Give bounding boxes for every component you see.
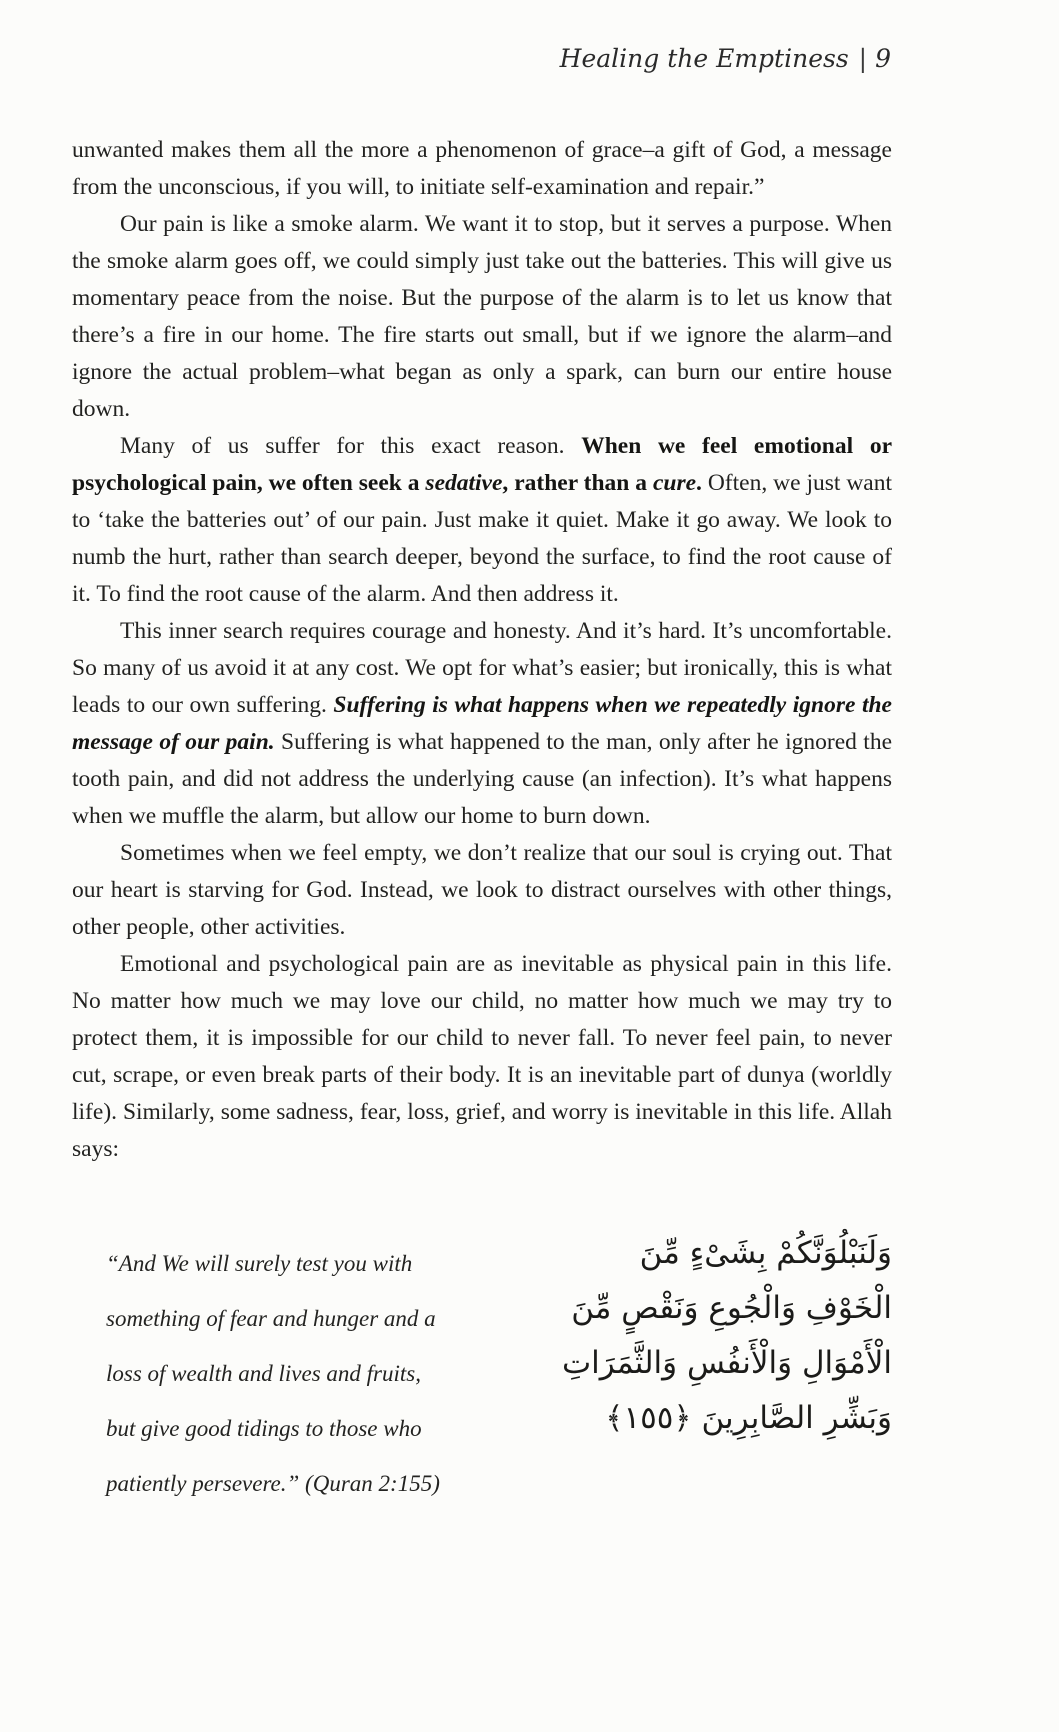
quote-translation-line: something of fear and hunger and a [106, 1306, 436, 1331]
quote-arabic-line: الْأَمْوَالِ وَالْأَنفُسِ وَالثَّمَرَاتِ [561, 1345, 892, 1381]
paragraph [72, 835, 892, 946]
quote-arabic-line: وَبَشِّرِ الصَّابِرِينَ ﴿١٥٥﴾ [605, 1400, 892, 1436]
text-run: Emotional and psychological pain are as inevitable as physical pain in this life. No matter how much we may love our child, no matter how much we may try to protect them, it is impossible for our child to never fall. To never feel pain, to never cut, scrape, or even break parts of their body. It is an inevitable part of dunya (worldly life). Similarly, some sadness, fear, loss, grief, and worry is inevitable in this life. Allah says: [72, 951, 892, 1162]
quote-translation-line: patiently persevere.” (Quran 2:155) [106, 1471, 440, 1496]
quote-arabic [472, 1226, 892, 1446]
text-run: sedative [425, 470, 503, 496]
text-run: Suffering is what happened to the man, only after he ignored the tooth pain, and did not address the underlying cause (an infection). It’s what happens when we muffle the alarm, but allow our home to burn down. [72, 729, 893, 829]
text-run: , rather than a [502, 470, 653, 496]
text-run: Sometimes when we feel empty, we don’t realize that our soul is crying out. That our heart is starving for God. Instead, we look to distract ourselves with other things, other people, other activities. [72, 840, 892, 940]
text-run: cure [652, 470, 697, 496]
quote-translation [72, 1226, 472, 1511]
quote-arabic-line: الْخَوْفِ وَالْجُوعِ وَنَقْصٍ مِّنَ [571, 1290, 892, 1326]
quote-arabic-line: وَلَنَبْلُوَنَّكُمْ بِشَىْءٍ مِّنَ [639, 1235, 892, 1271]
quran-quote-block [72, 1226, 892, 1511]
text-run: . [696, 470, 702, 496]
text-run: When we feel emotional or psychological pain, we often seek a [72, 433, 892, 496]
text-run: This inner search requires courage and honesty. And it’s hard. It’s uncomfortable. So many of us avoid it at any cost. We opt for what’s easier; but ironically, this is what leads to our own suffering. [72, 618, 892, 718]
running-header [560, 44, 891, 73]
text-run: Often, we just want to ‘take the batteries out’ of our pain. Just make it quiet. Make it go away. We look to numb the hurt, rather than search deeper, beyond the surface, to find the root cause of it. To find the root cause of the alarm. And then address it. [72, 470, 892, 607]
body-text [72, 132, 892, 1168]
paragraph [72, 946, 892, 1168]
text-run: Many of us suffer for this exact reason. [120, 433, 582, 459]
quote-translation-line: but give good tidings to those who [106, 1416, 422, 1441]
quote-translation-line: loss of wealth and lives and fruits, [106, 1361, 421, 1386]
paragraph [72, 428, 892, 613]
text-run: Our pain is like a smoke alarm. We want it to stop, but it serves a purpose. When the smoke alarm goes off, we could simply just take out the batteries. This will give us momentary peace from the noise. But the purpose of the alarm is to let us know that there’s a fire in our home. The fire starts out small, but if we ignore the alarm–and ignore the actual problem–what began as only a spark, can burn our entire house down. [72, 211, 892, 422]
paragraph [72, 206, 892, 428]
header-separator: | [858, 44, 868, 73]
paragraph [72, 613, 892, 835]
paragraph [72, 132, 892, 206]
running-header-title: Healing the Emptiness [559, 44, 849, 73]
text-run: Suffering is what happens when we repeatedly ignore the message of our pain. [72, 692, 892, 755]
quote-translation-line: “And We will surely test you with [106, 1251, 413, 1276]
text-run: unwanted makes them all the more a phenomenon of grace–a gift of God, a message from the unconscious, if you will, to initiate self-examination and repair.” [72, 137, 892, 200]
page-number: 9 [875, 44, 891, 73]
